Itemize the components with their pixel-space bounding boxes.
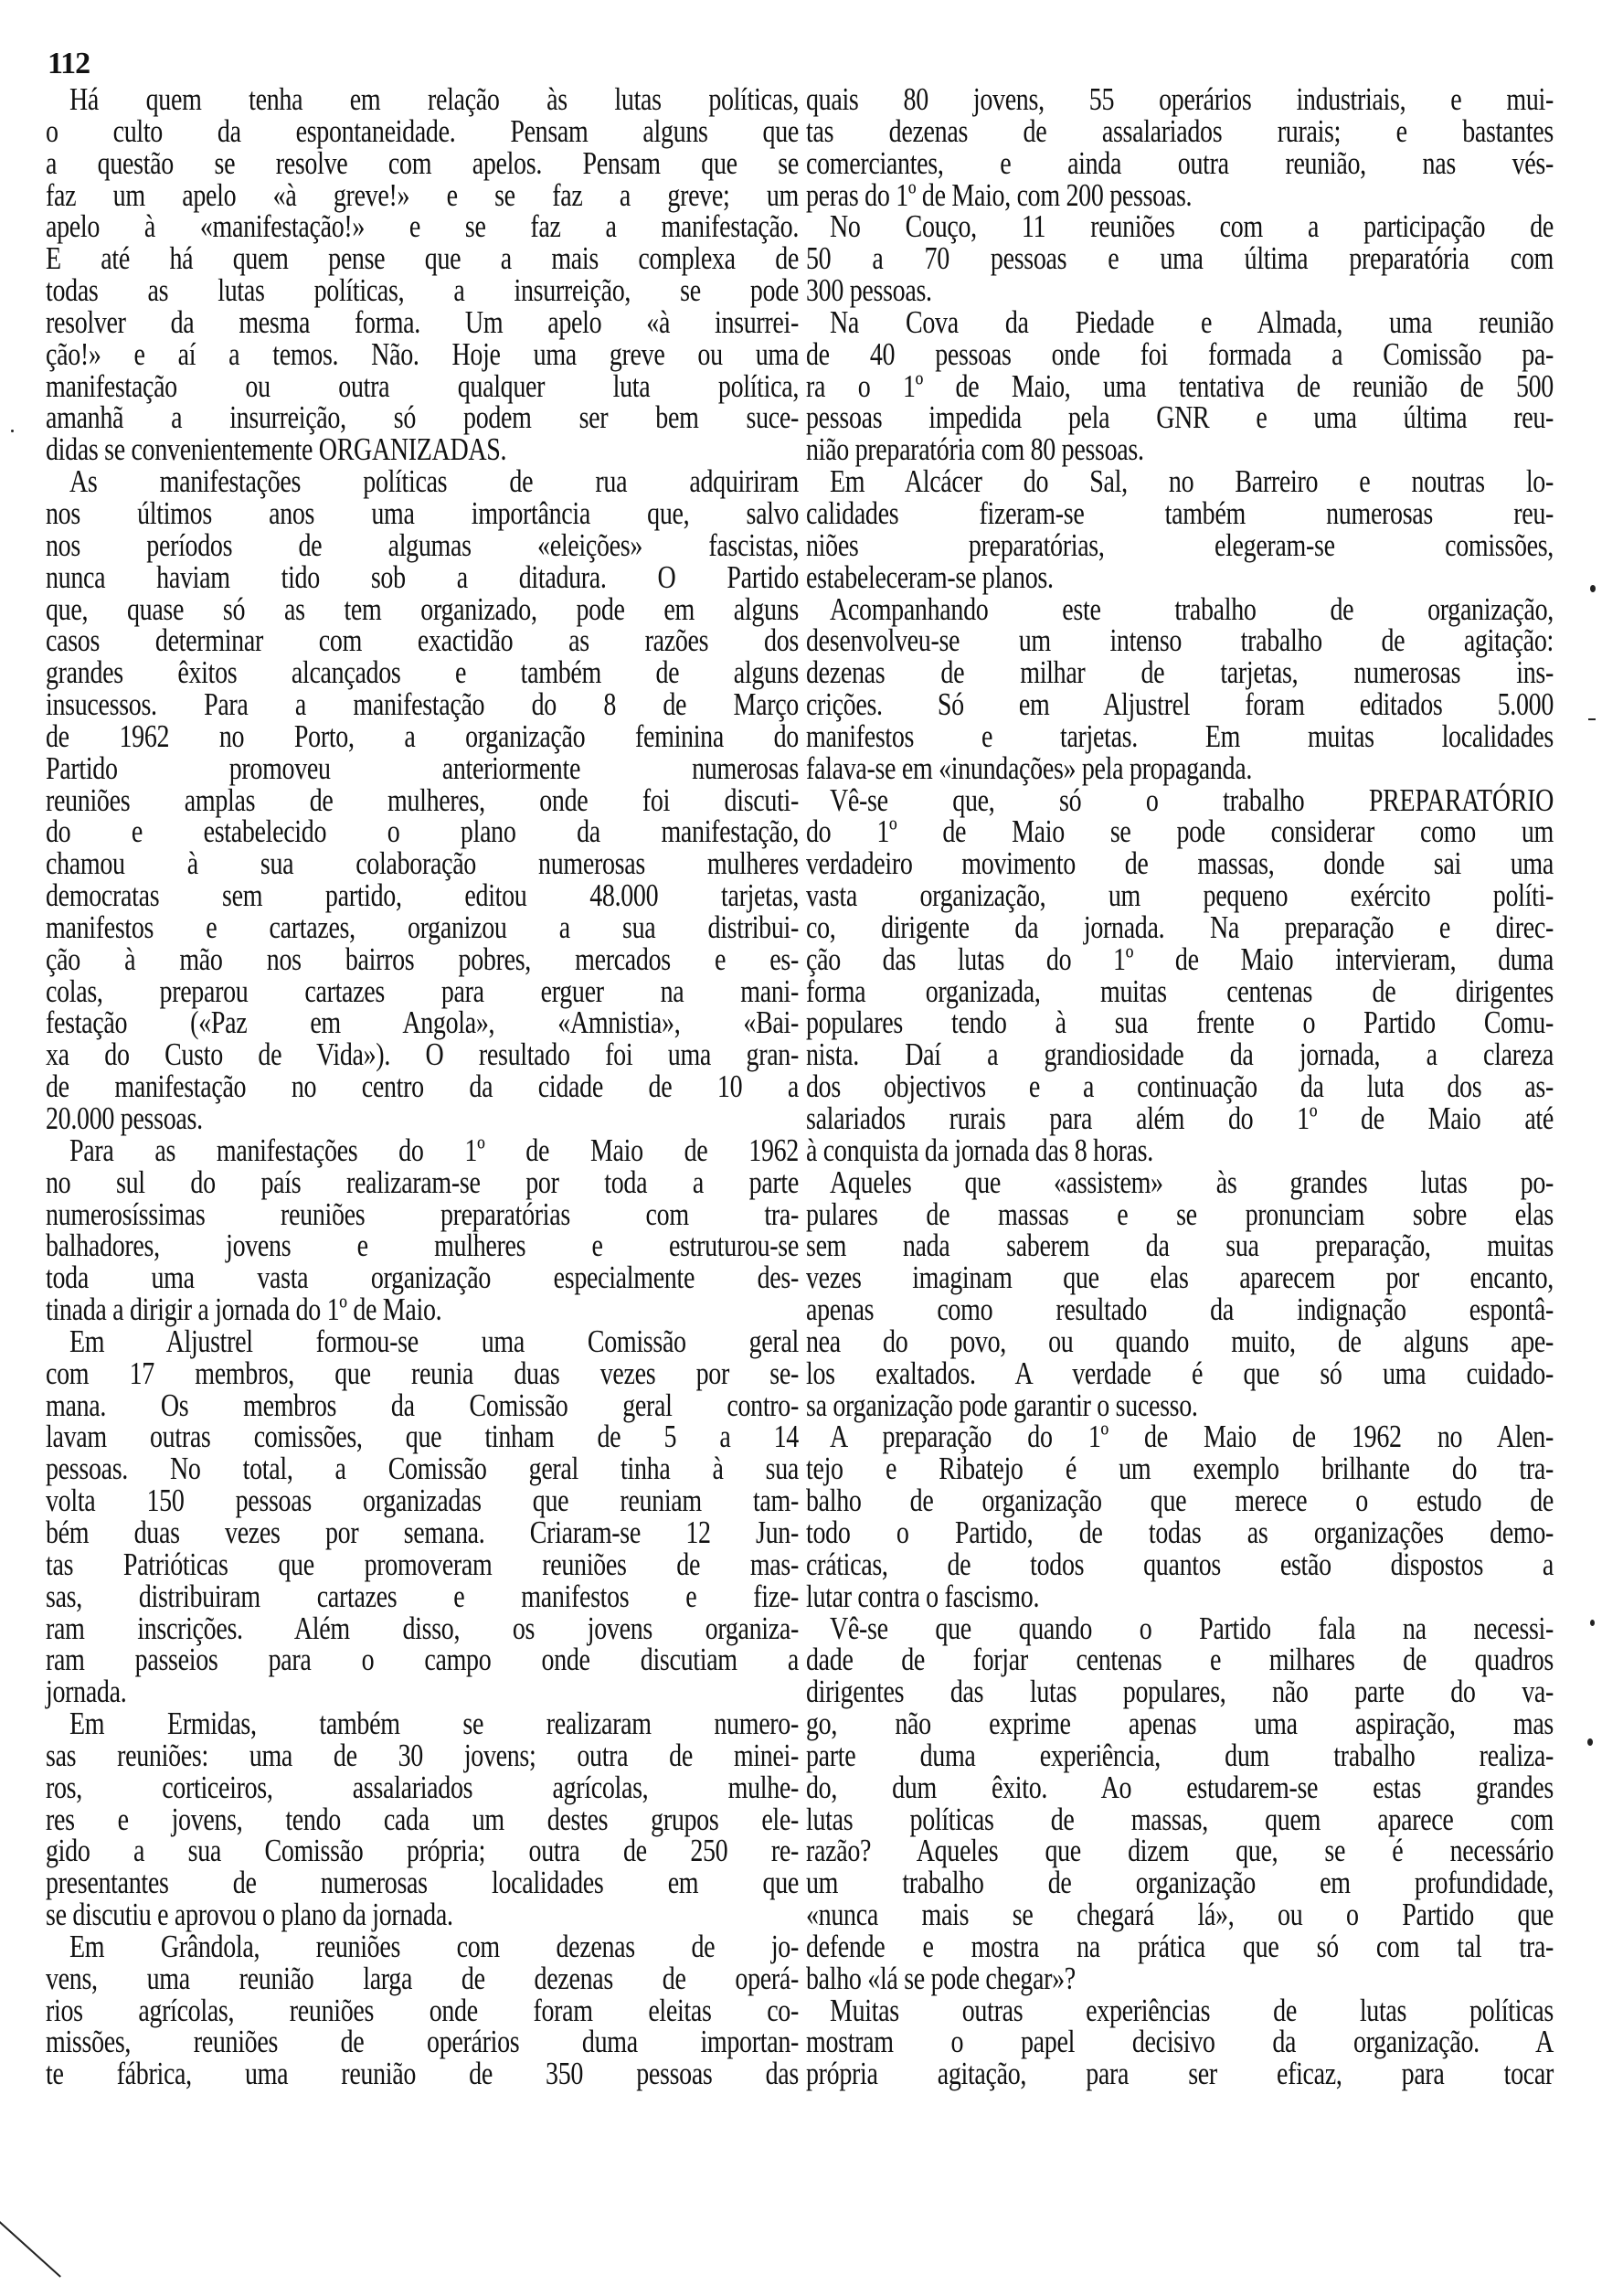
line-text: missões, reuniões de operários duma importan-: [46, 2024, 799, 2060]
text-line: [806, 1294, 1554, 1326]
line-text: ram inscrições. Além disso, os jovens organiza-: [46, 1610, 799, 1646]
line-text: comerciantes, e ainda outra reunião, nas vés-: [806, 144, 1554, 181]
text-line: [46, 399, 799, 436]
text-line: [46, 1164, 799, 1200]
text-line: [806, 877, 1554, 914]
line-text: dezenas de milhar de tarjetas, numerosas ins-: [806, 654, 1554, 691]
text-line: [46, 1355, 799, 1391]
paragraph-first-line: [46, 1132, 799, 1168]
line-text: 20.000 pessoas.: [46, 1100, 203, 1136]
text-line: [806, 176, 1554, 213]
line-text: Aqueles que «assistem» às grandes lutas po-: [830, 1164, 1554, 1200]
line-text: tejo e Ribatejo é um exemplo brilhante do tra-: [806, 1451, 1554, 1487]
line-text: apelo à «manifestação!» e se faz a manifestação.: [46, 208, 799, 245]
line-text: parte duma experiência, dum trabalho realiza-: [806, 1737, 1554, 1773]
line-text: estabeleceram-se planos.: [806, 558, 1054, 595]
paragraph-first-line: [806, 590, 1554, 627]
line-text: pessoas. No total, a Comissão geral tinha à sua: [46, 1451, 799, 1487]
line-text: ram passeios para o campo onde discutiam a: [46, 1642, 799, 1678]
text-line: [806, 1867, 1554, 1899]
line-text: ção!» e aí a temos. Não. Hoje uma greve ou uma: [46, 335, 799, 372]
text-line: [806, 112, 1554, 149]
paragraph-first-line: [806, 303, 1554, 340]
line-text: toda uma vasta organização especialmente des-: [46, 1260, 799, 1296]
line-text: E até há quem pense que a mais complexa de: [46, 240, 799, 277]
text-line: [46, 1835, 799, 1867]
text-line: [806, 2026, 1554, 2058]
text-line: [46, 622, 799, 659]
line-text: um trabalho de organização em profundidade,: [806, 1865, 1554, 1901]
line-text: crições. Só em Aljustrel foram editados 5.000: [806, 686, 1554, 723]
line-text: o culto da espontaneidade. Pensam alguns que: [46, 112, 799, 149]
text-line: [806, 941, 1554, 977]
text-line: [46, 2058, 799, 2090]
line-text: chamou à sua colaboração numerosas mulheres: [46, 845, 799, 882]
text-line: [46, 558, 799, 595]
text-line: [806, 1132, 1554, 1168]
line-text: pessoas impedida pela GNR e uma última reu-: [806, 399, 1554, 436]
line-text: cráticas, de todos quantos estão dispostos a: [806, 1546, 1554, 1582]
line-text: lavam outras comissões, que tinham de 5 a 14: [46, 1419, 799, 1455]
line-text: salariados rurais para além do 1º de Maio até: [806, 1100, 1554, 1136]
paragraph-first-line: [46, 81, 799, 117]
line-text: mana. Os membros da Comissão geral contro-: [46, 1387, 799, 1423]
line-text: nos últimos anos uma importância que, salvo: [46, 494, 799, 531]
scan-corner-mark: [0, 2221, 61, 2278]
line-text: vens, uma reunião larga de dezenas de operá-: [46, 1960, 799, 1996]
line-text: apenas como resultado da indignação espontâ-: [806, 1292, 1554, 1328]
text-line: [46, 1004, 799, 1041]
text-line: [46, 1485, 799, 1517]
text-line: [46, 1100, 799, 1136]
line-text: nos períodos de algumas «eleições» fascistas,: [46, 526, 799, 563]
text-line: [46, 1960, 799, 1996]
text-line: [806, 1928, 1554, 1964]
text-line: [806, 909, 1554, 945]
text-line: [806, 1068, 1554, 1105]
text-line: [806, 81, 1554, 117]
line-text: Em Aljustrel formou-se uma Comissão geral: [69, 1323, 799, 1359]
line-text: resolver da mesma forma. Um apelo «à insurrei-: [46, 303, 799, 340]
text-line: [806, 813, 1554, 850]
line-text: As manifestações políticas de rua adquiriram: [69, 463, 799, 500]
paragraph-first-line: [806, 1421, 1554, 1453]
text-line: [46, 1230, 799, 1262]
line-text: dade de forjar centenas e milhares de quadros: [806, 1642, 1554, 1678]
text-line: [806, 1737, 1554, 1773]
line-text: balho de organização que merece o estudo de: [806, 1483, 1554, 1519]
line-text: própria agitação, para ser eficaz, para tocar: [806, 2056, 1554, 2092]
text-line: [806, 399, 1554, 436]
text-line: [46, 112, 799, 149]
line-text: Para as manifestações do 1º de Maio de 1962: [69, 1132, 799, 1168]
text-line: [46, 1036, 799, 1073]
text-line: [806, 367, 1554, 404]
paragraph-first-line: [46, 1708, 799, 1740]
line-text: todo o Partido, de todas as organizações demo-: [806, 1514, 1554, 1550]
line-text: ra o 1º de Maio, uma tentativa de reunião de 500: [806, 367, 1554, 404]
line-text: amanhã a insurreição, só podem ser bem suce-: [46, 399, 799, 436]
line-text: desenvolveu-se um intenso trabalho de agitação:: [806, 622, 1554, 659]
line-text: sas reuniões: uma de 30 jovens; outra de minei-: [46, 1737, 799, 1773]
text-line: [806, 749, 1554, 786]
line-text: Vê-se que quando o Partido fala na necessi-: [830, 1610, 1554, 1646]
scan-speck: [1588, 718, 1596, 720]
text-line: [806, 622, 1554, 659]
line-text: 50 a 70 pessoas e uma última preparatória com: [806, 240, 1554, 277]
text-line: [46, 1294, 799, 1326]
line-text: los exaltados. A verdade é que só uma cuidado-: [806, 1355, 1554, 1391]
line-text: no sul do país realizaram-se por toda a parte: [46, 1164, 799, 1200]
line-text: go, não exprime apenas uma aspiração, mas: [806, 1706, 1554, 1742]
text-line: [806, 1578, 1554, 1614]
line-text: bém duas vezes por semana. Criaram-se 12 Jun-: [46, 1514, 799, 1550]
text-line: [46, 1262, 799, 1294]
line-text: dirigentes das lutas populares, não parte do va-: [806, 1674, 1554, 1710]
line-text: te fábrica, uma reunião de 350 pessoas das: [46, 2056, 799, 2092]
text-line: [806, 431, 1554, 468]
text-line: [46, 590, 799, 627]
line-text: se discutiu e aprovou o plano da jornada.: [46, 1897, 453, 1933]
line-text: res e jovens, tendo cada um destes grupos ele-: [46, 1801, 799, 1837]
text-line: [806, 1262, 1554, 1294]
text-line: [806, 654, 1554, 691]
line-text: democratas sem partido, editou 48.000 tarjetas,: [46, 877, 799, 914]
text-line: [46, 208, 799, 245]
text-line: [806, 1387, 1554, 1423]
line-text: Muitas outras experiências de lutas políticas: [830, 1992, 1554, 2028]
text-line: [46, 813, 799, 850]
paragraph-first-line: [46, 463, 799, 500]
paragraph-first-line: [806, 1992, 1554, 2028]
text-line: [806, 1004, 1554, 1041]
line-text: gido a sua Comissão própria; outra de 250 re-: [46, 1833, 799, 1869]
line-text: festação («Paz em Angola», «Amnistia», «Bai-: [46, 1004, 799, 1041]
paragraph-first-line: [46, 1323, 799, 1359]
line-text: grandes êxitos alcançados e também de alguns: [46, 654, 799, 691]
line-text: Há quem tenha em relação às lutas políticas,: [69, 81, 799, 117]
scan-speck: [11, 430, 14, 432]
line-text: Acompanhando este trabalho de organização,: [830, 590, 1554, 627]
line-text: faz um apelo «à greve!» e se faz a greve; um: [46, 176, 799, 213]
line-text: Em Grândola, reuniões com dezenas de jo-: [69, 1928, 799, 1964]
line-text: A preparação do 1º de Maio de 1962 no Alen-: [830, 1419, 1554, 1455]
text-line: [46, 1387, 799, 1423]
line-text: tas dezenas de assalariados rurais; e bastantes: [806, 112, 1554, 149]
text-line: [46, 718, 799, 754]
text-line: [46, 1068, 799, 1105]
line-text: do e estabelecido o plano da manifestação,: [46, 813, 799, 850]
line-text: Vê-se que, só o trabalho PREPARATÓRIO: [830, 781, 1554, 818]
text-line: [806, 272, 1554, 309]
scan-speck: [1590, 1620, 1595, 1626]
line-text: populares tendo à sua frente o Partido Comu-: [806, 1004, 1554, 1041]
text-line: [46, 176, 799, 213]
text-line: [46, 1578, 799, 1614]
line-text: a questão se resolve com apelos. Pensam que se: [46, 144, 799, 181]
line-text: todas as lutas políticas, a insurreição, se pode: [46, 272, 799, 309]
text-line: [806, 1485, 1554, 1517]
text-line: [46, 494, 799, 531]
line-text: do, dum êxito. Ao estudarem-se estas grandes: [806, 1769, 1554, 1805]
text-line: [806, 1323, 1554, 1359]
line-text: de 40 pessoas onde foi formada a Comissão pa-: [806, 335, 1554, 372]
paragraph-first-line: [806, 463, 1554, 500]
text-line: [806, 144, 1554, 181]
text-line: [46, 526, 799, 563]
text-line: [46, 1992, 799, 2028]
paragraph-first-line: [806, 1610, 1554, 1646]
text-line: [806, 1960, 1554, 1996]
line-text: calidades fizeram-se também numerosas reu-: [806, 494, 1554, 531]
line-text: que, quase só as tem organizado, pode em alguns: [46, 590, 799, 627]
text-line: [806, 1453, 1554, 1485]
text-line: [806, 973, 1554, 1009]
text-line: [46, 1676, 799, 1708]
text-line: [46, 1514, 799, 1550]
line-text: colas, preparou cartazes para erguer na mani-: [46, 973, 799, 1009]
text-line: [46, 367, 799, 404]
text-line: [806, 2058, 1554, 2090]
line-text: niões preparatórias, elegeram-se comissões,: [806, 526, 1554, 563]
text-line: [46, 335, 799, 372]
line-text: didas se convenientemente ORGANIZADAS.: [46, 431, 507, 468]
text-line: [806, 1708, 1554, 1740]
text-line: [46, 909, 799, 945]
text-line: [46, 1453, 799, 1485]
line-text: ção das lutas do 1º de Maio intervieram, duma: [806, 941, 1554, 977]
text-line: [46, 1801, 799, 1837]
line-text: presentantes de numerosas localidades em que: [46, 1865, 799, 1901]
text-column-right: [806, 81, 1554, 2092]
scan-speck: [1590, 585, 1596, 592]
line-text: nea do povo, ou quando muito, de alguns ape-: [806, 1323, 1554, 1359]
line-text: Na Cova da Piedade e Almada, uma reunião: [830, 303, 1554, 340]
line-text: insucessos. Para a manifestação do 8 de Março: [46, 686, 799, 723]
text-line: [46, 2026, 799, 2058]
line-text: ros, corticeiros, assalariados agrícolas, mulhe-: [46, 1769, 799, 1805]
line-text: 300 pessoas.: [806, 272, 932, 309]
line-text: forma organizada, muitas centenas de dirigentes: [806, 973, 1554, 1009]
line-text: co, dirigente da jornada. Na preparação e direc-: [806, 909, 1554, 945]
line-text: ção à mão nos bairros pobres, mercados e es-: [46, 941, 799, 977]
line-text: nista. Daí a grandiosidade da jornada, a clareza: [806, 1036, 1554, 1073]
text-line: [46, 303, 799, 340]
text-line: [46, 431, 799, 468]
line-text: razão? Aqueles que dizem que, se é necessário: [806, 1833, 1554, 1869]
text-line: [806, 1036, 1554, 1073]
line-text: sas, distribuiram cartazes e manifestos e fize-: [46, 1578, 799, 1614]
text-line: [46, 781, 799, 818]
line-text: falava-se em «inundações» pela propaganda.: [806, 749, 1253, 786]
text-line: [46, 1899, 799, 1931]
line-text: balho «lá se pode chegar»?: [806, 1960, 1076, 1996]
text-line: [46, 877, 799, 914]
text-line: [46, 749, 799, 786]
text-line: [806, 240, 1554, 277]
text-line: [806, 1546, 1554, 1582]
line-text: vezes imaginam que elas aparecem por encanto,: [806, 1260, 1554, 1296]
text-line: [46, 973, 799, 1009]
line-text: vasta organização, um pequeno exército políti-: [806, 877, 1554, 914]
text-line: [46, 272, 799, 309]
text-line: [806, 526, 1554, 563]
line-text: Em Ermidas, também se realizaram numero-: [69, 1706, 799, 1742]
paragraph-first-line: [806, 781, 1554, 818]
text-line: [806, 845, 1554, 882]
line-text: mostram o papel decisivo da organização. A: [806, 2024, 1554, 2060]
text-line: [46, 941, 799, 977]
text-line: [46, 1867, 799, 1899]
line-text: pulares de massas e se pronunciam sobre elas: [806, 1196, 1554, 1232]
line-text: manifestos e tarjetas. Em muitas localidades: [806, 718, 1554, 754]
line-text: No Couço, 11 reuniões com a participação de: [830, 208, 1554, 245]
text-line: [46, 1546, 799, 1582]
text-line: [806, 1514, 1554, 1550]
text-line: [806, 1899, 1554, 1931]
line-text: «nunca mais se chegará lá», ou o Partido que: [806, 1897, 1554, 1933]
line-text: tinada a dirigir a jornada do 1º de Maio.: [46, 1292, 442, 1328]
line-text: balhadores, jovens e mulheres e estruturou-se: [46, 1228, 799, 1264]
text-line: [46, 1737, 799, 1773]
line-text: manifestação ou outra qualquer luta política,: [46, 367, 799, 404]
line-text: verdadeiro movimento de massas, donde sai uma: [806, 845, 1554, 882]
text-line: [806, 335, 1554, 372]
text-line: [46, 686, 799, 723]
line-text: volta 150 pessoas organizadas que reuniam tam-: [46, 1483, 799, 1519]
paragraph-first-line: [46, 1928, 799, 1964]
line-text: do 1º de Maio se pode considerar como um: [806, 813, 1554, 850]
line-text: jornada.: [46, 1674, 127, 1710]
paragraph-first-line: [806, 1164, 1554, 1200]
line-text: sa organização pode garantir o sucesso.: [806, 1387, 1198, 1423]
text-line: [806, 1355, 1554, 1391]
text-line: [806, 1676, 1554, 1708]
line-text: lutar contra o fascismo.: [806, 1578, 1040, 1614]
line-text: com 17 membros, que reunia duas vezes por se-: [46, 1355, 799, 1391]
line-text: dos objectivos e a continuação da luta dos as-: [806, 1068, 1554, 1105]
line-text: de manifestação no centro da cidade de 10 a: [46, 1068, 799, 1105]
line-text: reuniões amplas de mulheres, onde foi discuti-: [46, 781, 799, 818]
line-text: rios agrícolas, reuniões onde foram eleitas co-: [46, 1992, 799, 2028]
line-text: xa do Custo de Vida»). O resultado foi uma gran-: [46, 1036, 799, 1073]
line-text: Partido promoveu anteriormente numerosas: [46, 749, 799, 786]
text-line: [46, 144, 799, 181]
text-line: [806, 1644, 1554, 1676]
text-line: [806, 494, 1554, 531]
line-text: quais 80 jovens, 55 operários industriais, e mui-: [806, 81, 1554, 117]
text-column-left: [46, 81, 799, 2092]
scan-speck: [1587, 1738, 1593, 1746]
text-line: [806, 1230, 1554, 1262]
line-text: Em Alcácer do Sal, no Barreiro e noutras lo-: [830, 463, 1554, 500]
line-text: nunca haviam tido sob a ditadura. O Partido: [46, 558, 799, 595]
text-line: [806, 1835, 1554, 1867]
text-line: [46, 654, 799, 691]
text-line: [46, 1769, 799, 1805]
line-text: defende e mostra na prática que só com tal tra-: [806, 1928, 1554, 1964]
text-line: [806, 718, 1554, 754]
line-text: lutas políticas de massas, quem aparece com: [806, 1801, 1554, 1837]
line-text: nião preparatória com 80 pessoas.: [806, 431, 1144, 468]
text-line: [806, 1769, 1554, 1805]
text-line: [46, 240, 799, 277]
text-line: [46, 1196, 799, 1232]
line-text: à conquista da jornada das 8 horas.: [806, 1132, 1153, 1168]
line-text: numerosíssimas reuniões preparatórias com tra-: [46, 1196, 799, 1232]
text-line: [806, 686, 1554, 723]
text-line: [46, 1644, 799, 1676]
text-line: [806, 1801, 1554, 1837]
text-line: [806, 558, 1554, 595]
line-text: de 1962 no Porto, a organização feminina do: [46, 718, 799, 754]
page-number: 112: [48, 47, 90, 80]
text-line: [46, 1610, 799, 1646]
text-line: [806, 1100, 1554, 1136]
line-text: sem nada saberem da sua preparação, muitas: [806, 1228, 1554, 1264]
line-text: manifestos e cartazes, organizou a sua distribui-: [46, 909, 799, 945]
text-line: [46, 845, 799, 882]
text-line: [806, 1196, 1554, 1232]
line-text: casos determinar com exactidão as razões dos: [46, 622, 799, 659]
text-line: [46, 1421, 799, 1453]
line-text: tas Patrióticas que promoveram reuniões de mas-: [46, 1546, 799, 1582]
line-text: peras do 1º de Maio, com 200 pessoas.: [806, 176, 1193, 213]
paragraph-first-line: [806, 208, 1554, 245]
